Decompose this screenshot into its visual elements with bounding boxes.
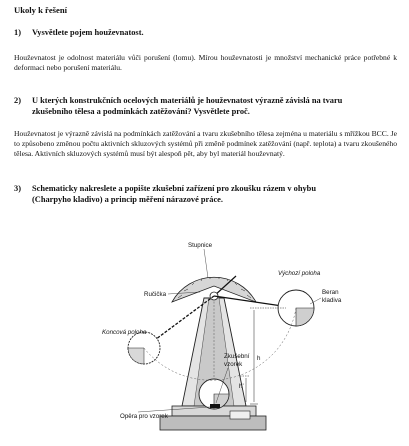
question-2 [14, 96, 395, 117]
label-beran: Beran [322, 289, 339, 296]
label-kladiva: kladiva [322, 297, 342, 304]
label-vychozi-poloha: Výchozí poloha [278, 270, 321, 277]
label-vzorek: vzorek [224, 361, 243, 368]
question-1-text: Vysvětlete pojem houževnatost. [32, 28, 144, 37]
test-specimen [210, 404, 220, 408]
label-opera: Opěra pro vzorek [120, 413, 168, 420]
label-h-prime: h' [239, 383, 244, 390]
question-2-line-1: U kterých konstrukčních ocelových materiálů je houževnatost výrazně závislá na tvaru [32, 96, 343, 105]
label-zkusebni: Zkušební [224, 353, 250, 360]
question-3-number: 3) [14, 184, 21, 193]
question-2-number: 2) [14, 96, 21, 105]
page-heading: Ukoly k řešení [14, 5, 67, 15]
charpy-pendulum-figure [100, 236, 400, 444]
label-koncova-poloha: Koncová poloha [102, 329, 147, 336]
answer-2: Houževnatost je výrazně závislá na podmínkách zatěžování a tvaru zkušebního tělesa zejména u materiálu s mřížkou BCC. Je to způsobeno změnou počtu aktivních skluzových systémů při změně podmínek zatěžování (např. teplota) a tvaru zkoušeného tělesa. Aktivních skluzových systémů musí být alespoň pět, aby byl materiál houževnatý. [14, 129, 397, 159]
label-stupnice: Stupnice [188, 242, 213, 249]
question-3 [14, 184, 395, 205]
question-3-line-2: (Charpyho kladivo) a princip měření nárazové práce. [32, 194, 223, 204]
question-1-number: 1) [14, 28, 21, 37]
question-3-line-1: Schematicky nakreslete a popište zkušební zařízení pro zkoušku rázem v ohybu [32, 184, 316, 193]
question-1 [14, 28, 395, 39]
charpy-pendulum-diagram [100, 236, 400, 444]
answer-1: Houževnatost je odolnost materiálu vůči porušení (lomu). Mírou houževnatosti je množství mechanické práce potřebné k deformaci nebo porušení materiálu. [14, 53, 397, 73]
question-2-line-2: zkušebního tělesa a podmínkách zatěžování? Vysvětlete proč. [32, 106, 250, 116]
label-h: h [257, 355, 261, 362]
label-rucicka: Ručička [144, 291, 167, 298]
